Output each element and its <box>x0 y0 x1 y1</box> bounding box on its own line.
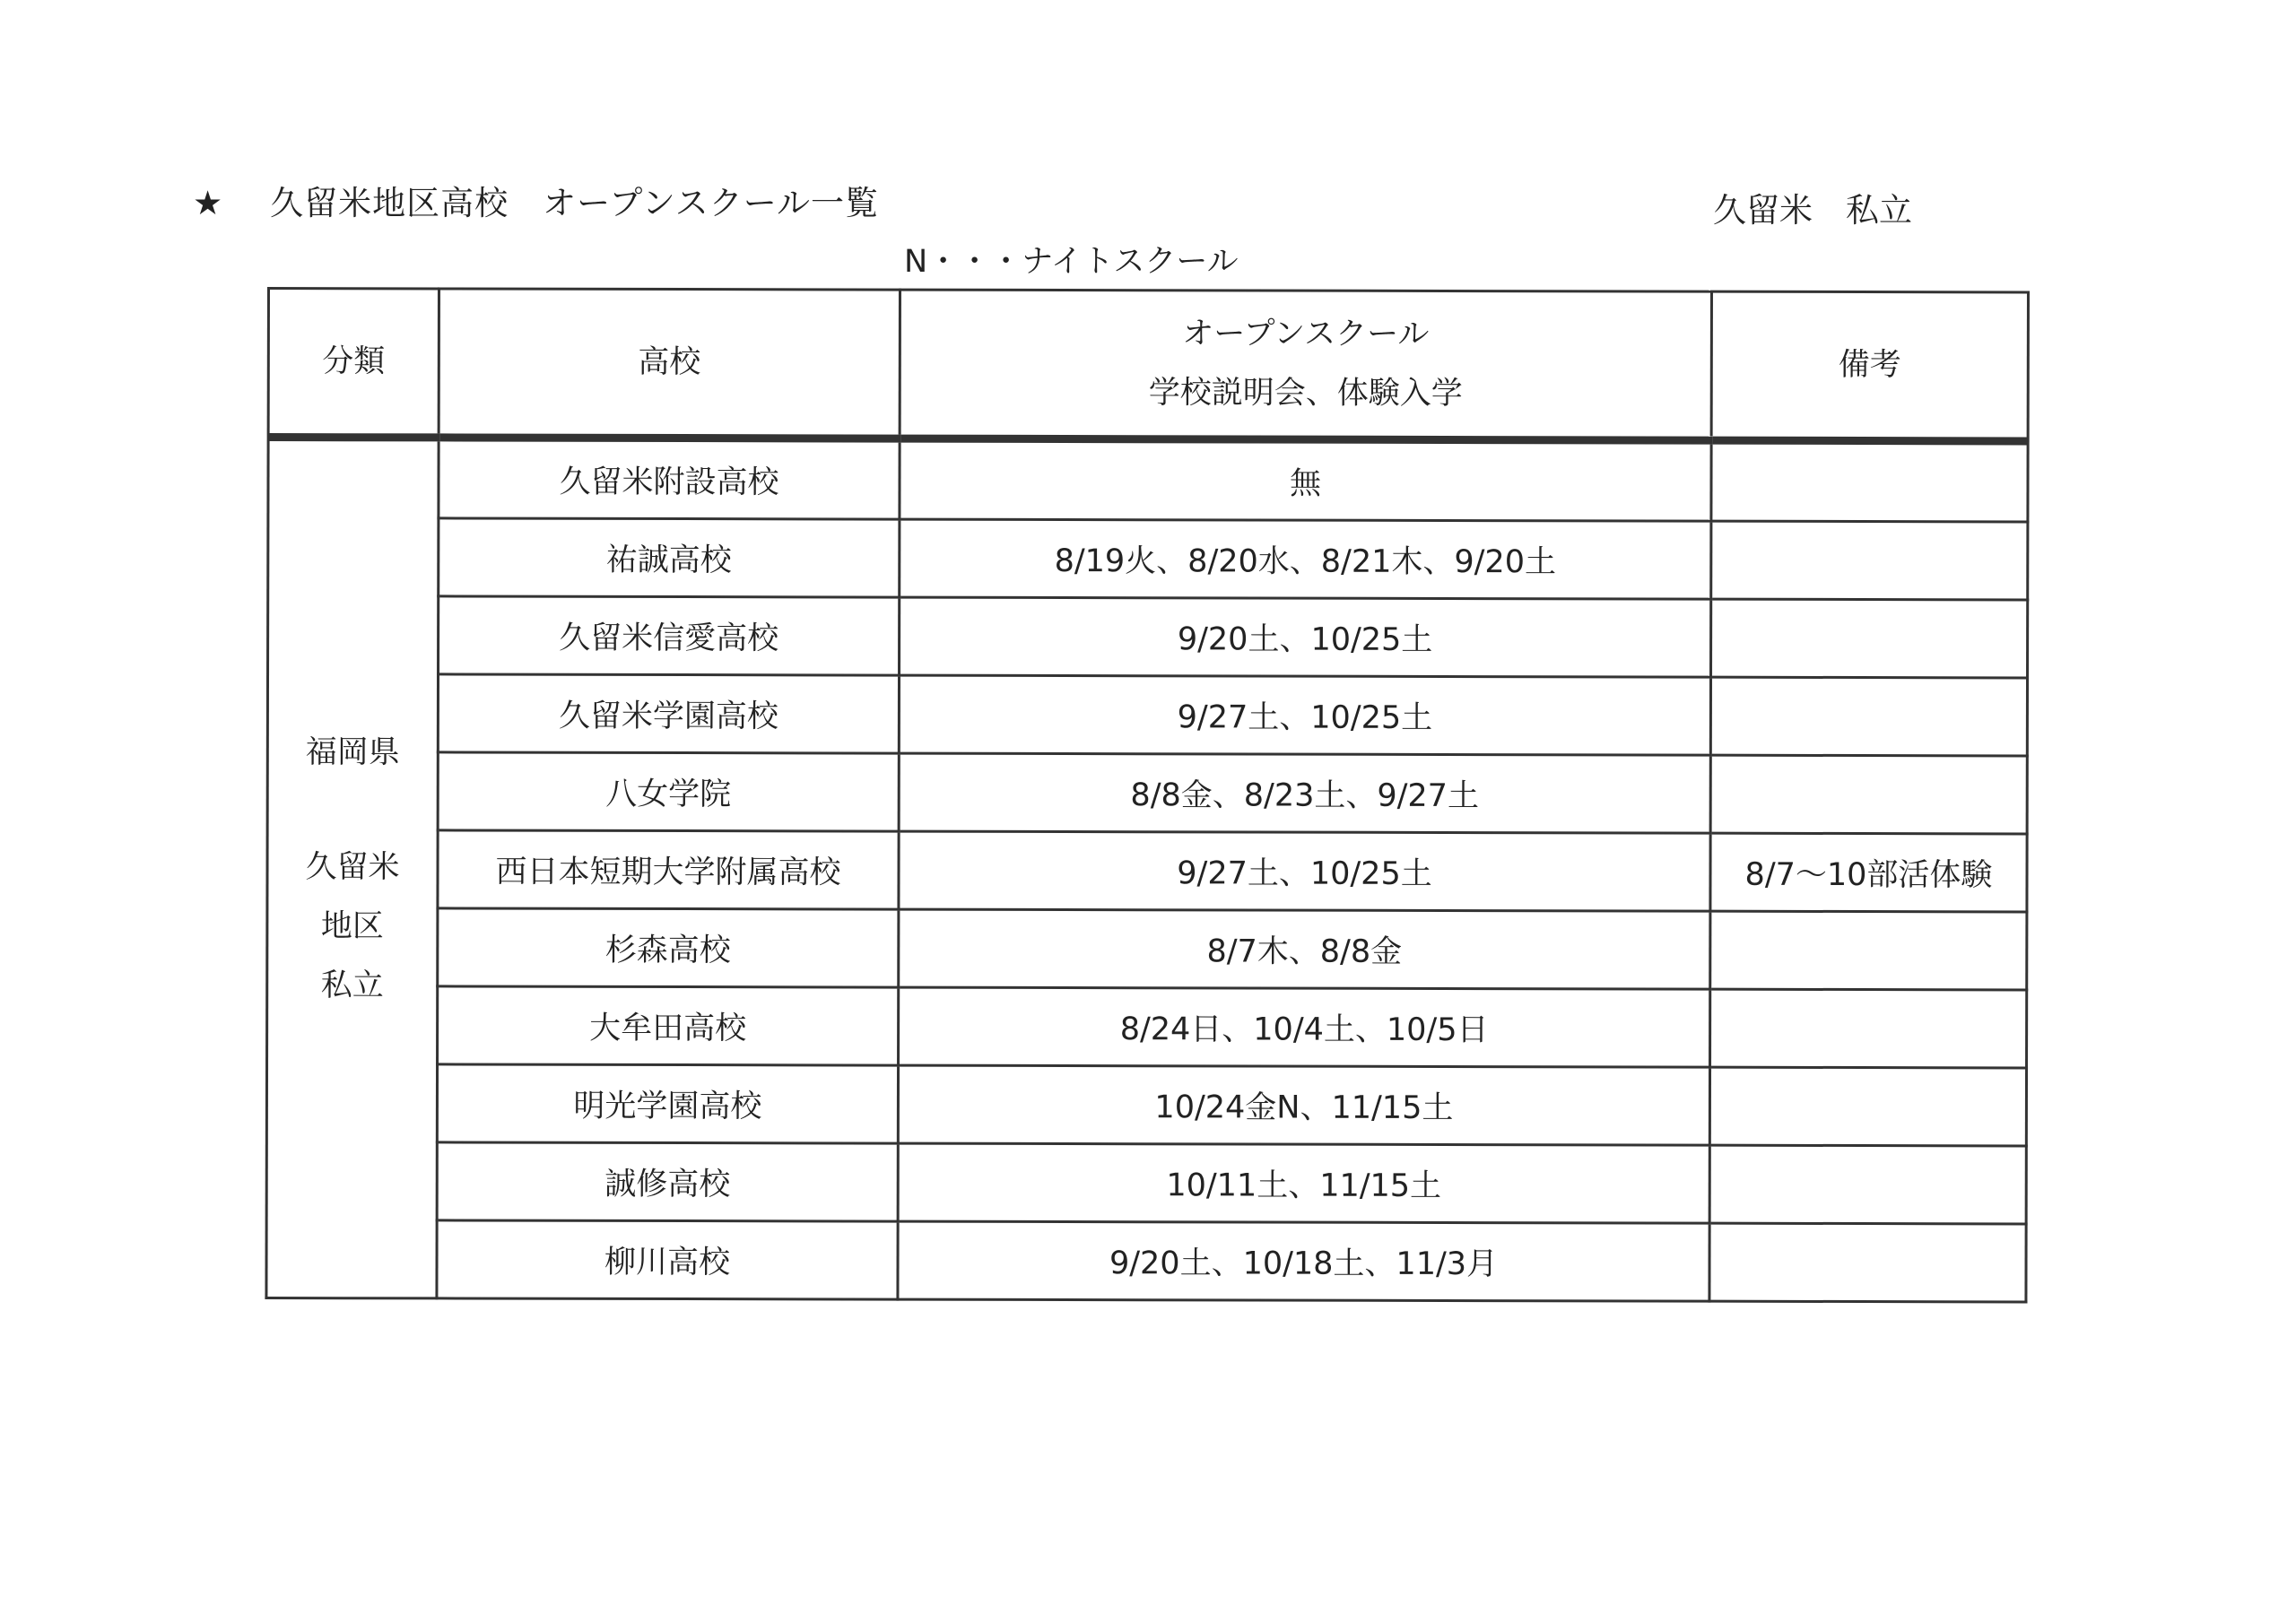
open-school-dates: 9/27土、10/25土 <box>899 831 1710 911</box>
school-name: 西日本短期大学附属高校 <box>438 830 899 909</box>
category-district: 地区 <box>320 908 384 945</box>
open-school-dates: 無 <box>900 438 1711 521</box>
category-cell <box>266 438 439 1298</box>
school-name: 祐誠高校 <box>439 518 900 597</box>
table-row <box>267 752 2027 834</box>
school-name: 明光学園高校 <box>437 1064 898 1143</box>
remarks-cell <box>1709 1223 2026 1302</box>
open-school-dates: 8/7木、8/8金 <box>899 909 1710 989</box>
school-name: 大牟田高校 <box>438 986 899 1065</box>
open-school-dates: 8/19火、8/20水、8/21木、9/20土 <box>900 519 1711 599</box>
remarks-cell <box>1711 521 2028 600</box>
table-row <box>267 986 2027 1068</box>
table-row <box>268 518 2028 600</box>
open-school-dates: 10/11土、11/15土 <box>898 1143 1709 1223</box>
remarks-cell <box>1711 599 2028 678</box>
school-name: 久留米信愛高校 <box>439 596 900 675</box>
school-name: 久留米学園高校 <box>438 674 899 753</box>
table-row <box>267 674 2027 756</box>
category-city: 久留米 <box>305 849 400 886</box>
title-text: 久留米地区高校 オープンスクール一覧 <box>270 184 879 222</box>
open-school-table <box>265 287 2030 1303</box>
remarks-cell <box>1709 1145 2026 1224</box>
table-row <box>266 1064 2026 1146</box>
header-category: 分類 <box>268 289 439 438</box>
open-school-dates: 8/8金、8/23土、9/27土 <box>899 753 1710 833</box>
star-icon: ★ <box>193 184 224 222</box>
remarks-cell <box>1710 677 2027 756</box>
table-row <box>266 1220 2026 1302</box>
open-school-dates: 10/24金N、11/15土 <box>898 1065 1709 1145</box>
table-row <box>266 1142 2026 1224</box>
open-school-dates: 9/27土、10/25土 <box>899 675 1710 755</box>
remarks-cell: 8/7～10部活体験 <box>1710 833 2027 912</box>
school-name: 八女学院 <box>438 752 899 831</box>
category-type: 私立 <box>320 968 384 1004</box>
table-row <box>267 908 2027 990</box>
school-name: 杉森高校 <box>438 908 899 987</box>
school-name: 久留米附設高校 <box>439 438 900 519</box>
remarks-cell <box>1710 911 2027 990</box>
table-row <box>268 596 2028 678</box>
table-header-row <box>268 289 2028 441</box>
header-remarks: 備考 <box>1711 291 2028 441</box>
region-label: 久留米 私立 <box>1713 191 1912 230</box>
open-school-dates: 9/20土、10/25土 <box>900 597 1711 677</box>
remarks-cell <box>1709 1067 2026 1146</box>
remarks-cell <box>1710 755 2027 834</box>
header-open-school-line2: 学校説明会、体験入学 <box>1148 375 1463 412</box>
category-prefecture: 福岡県 <box>305 734 400 771</box>
document-title <box>193 176 879 224</box>
open-school-dates: 8/24日、10/4土、10/5日 <box>899 987 1710 1067</box>
table-row <box>267 830 2027 912</box>
table-row <box>268 438 2028 522</box>
remarks-cell <box>1710 989 2027 1068</box>
remarks-cell <box>1711 440 2028 522</box>
header-school: 高校 <box>439 289 900 438</box>
header-open-school <box>900 290 1711 440</box>
header-open-school-line1: オープンスクール <box>1182 316 1430 352</box>
school-name: 柳川高校 <box>437 1220 898 1299</box>
school-name: 誠修高校 <box>437 1142 898 1221</box>
open-school-dates: 9/20土、10/18土、11/3月 <box>898 1221 1709 1301</box>
legend-note: N・・・ナイトスクール <box>904 244 1239 280</box>
